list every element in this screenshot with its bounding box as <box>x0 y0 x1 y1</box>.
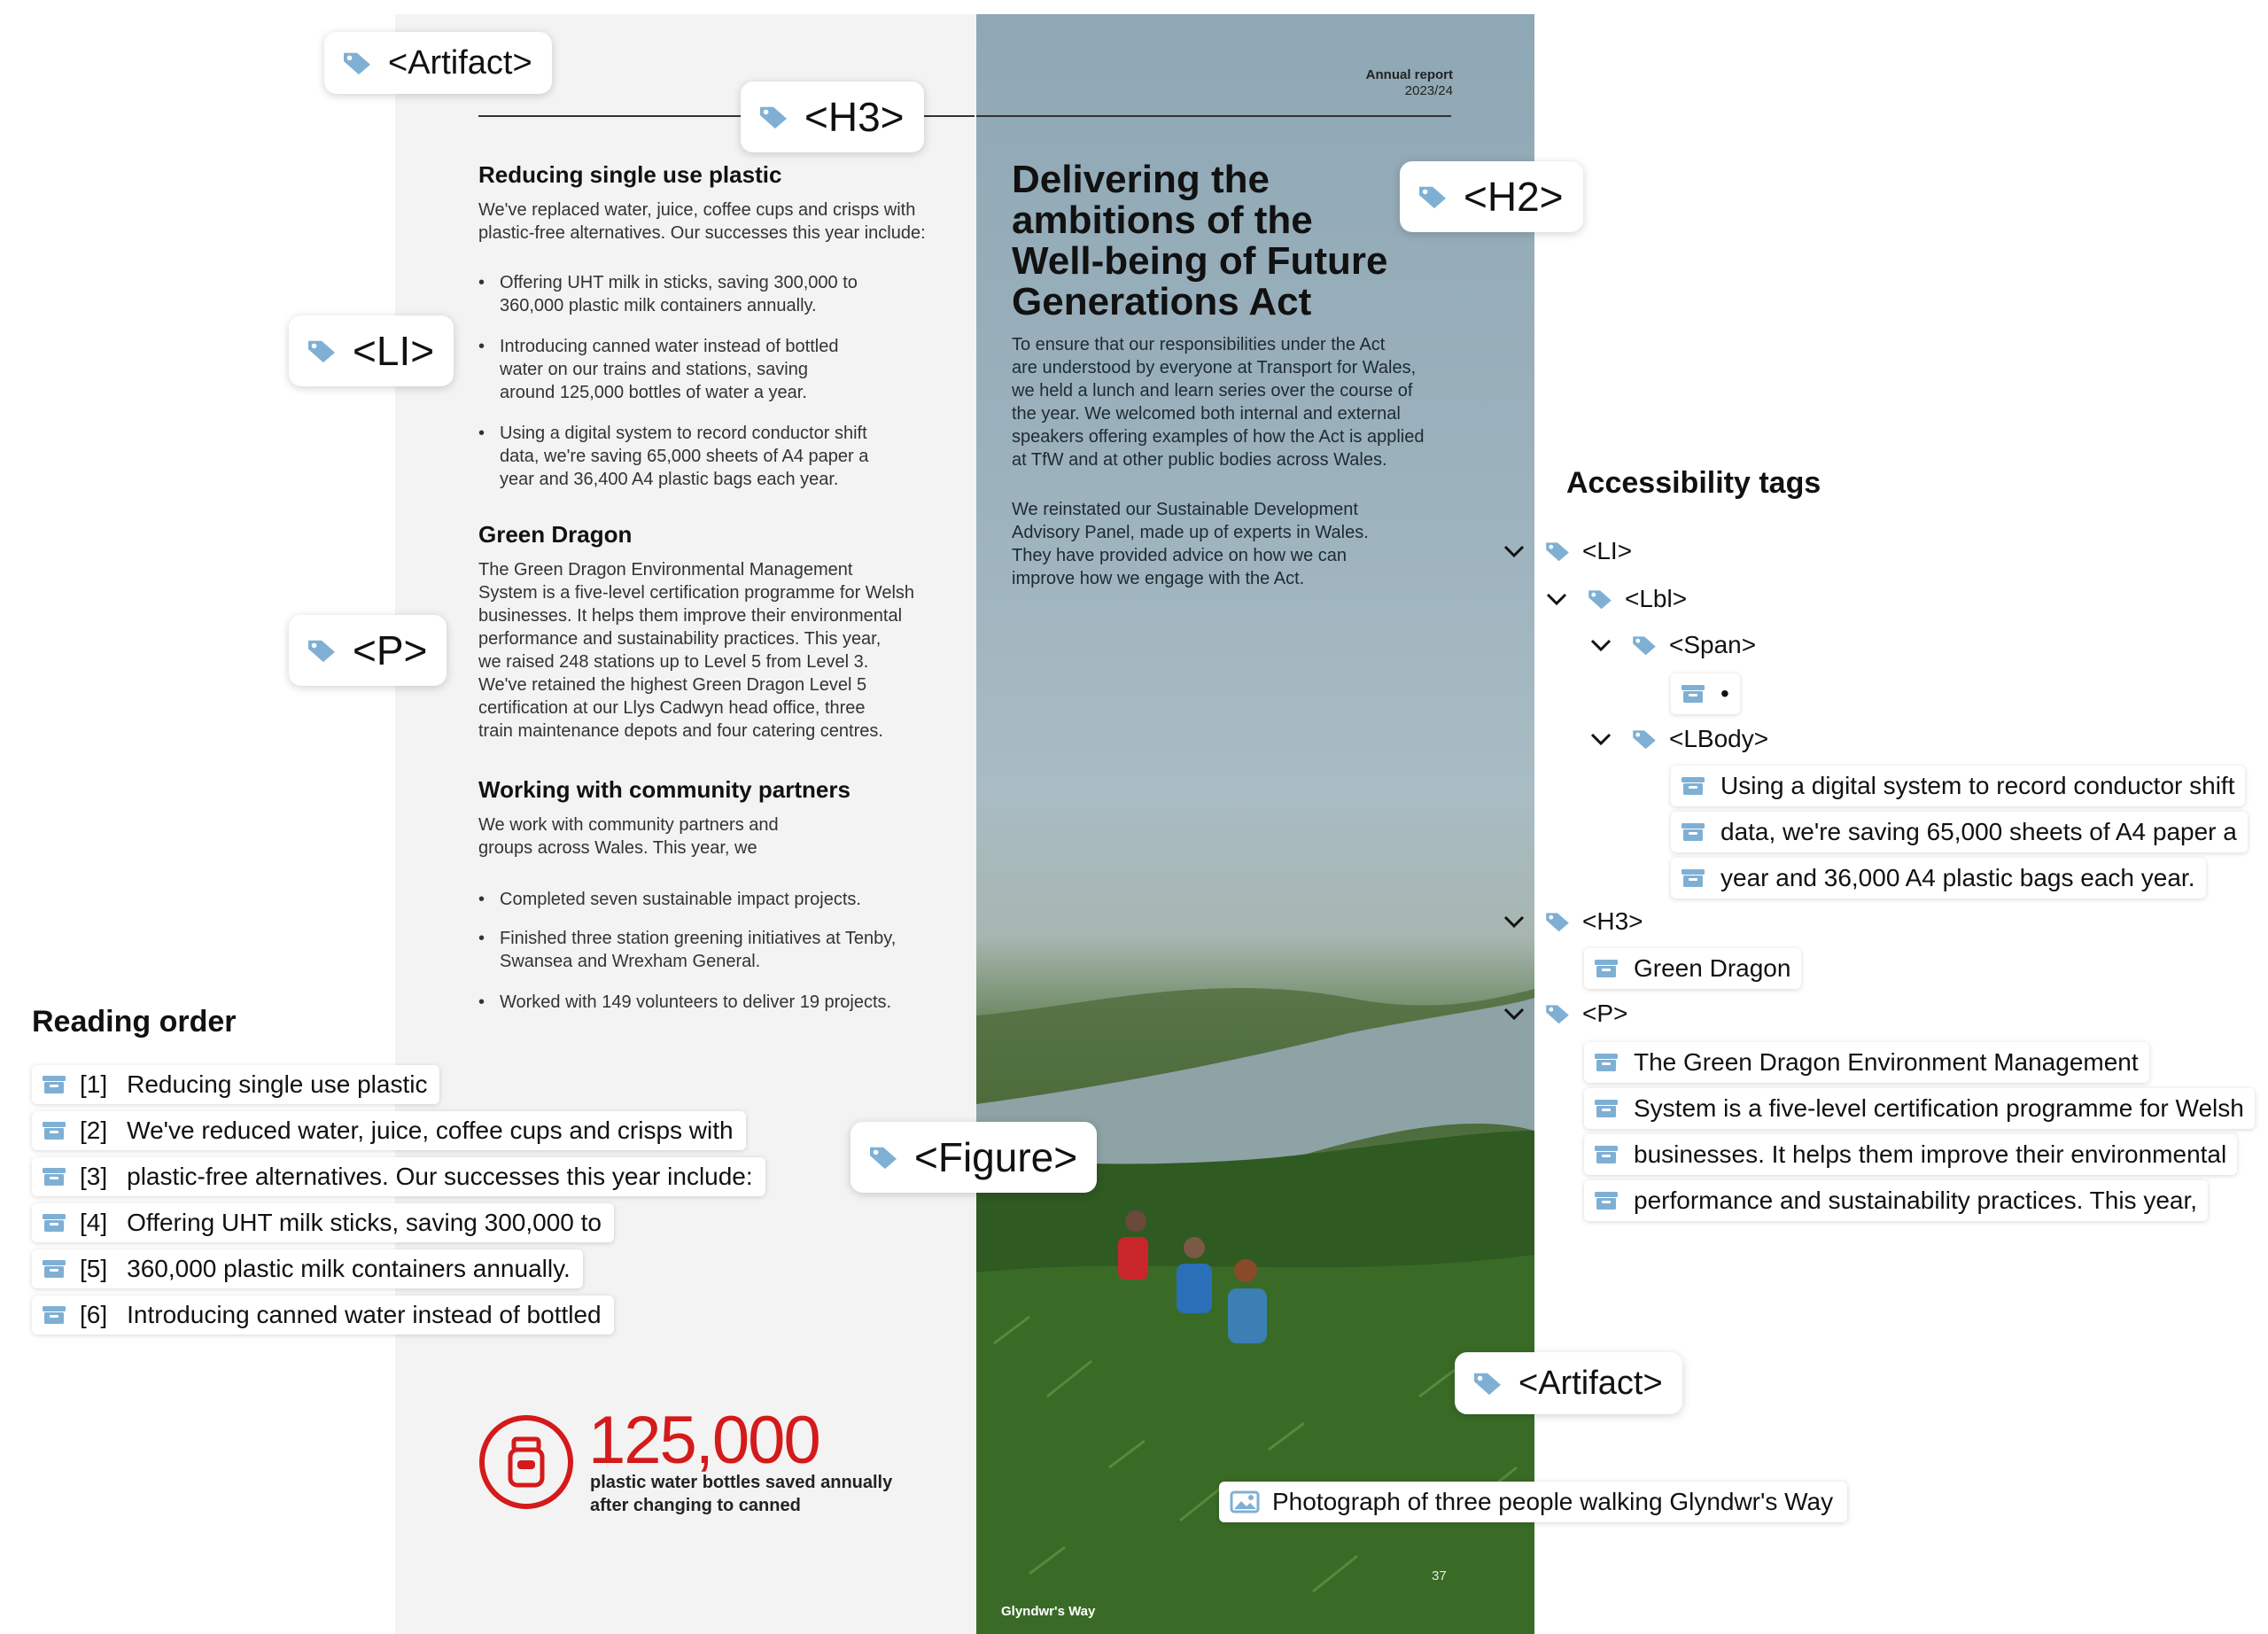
chevron-down-icon[interactable] <box>1589 636 1612 654</box>
tree-leaf-text[interactable]: year and 36,000 A4 plastic bags each year. <box>1671 858 2206 899</box>
reading-order-title: Reading order <box>32 1005 237 1039</box>
bottle-icon <box>477 1412 576 1512</box>
page-heading: Delivering the ambitions of the Well-being of Future Generations Act <box>1012 158 1388 323</box>
tree-node-li[interactable]: <LI> <box>1503 532 1632 571</box>
section-intro-community: We work with community partners and groups across Wales. This year, we <box>478 815 779 858</box>
content-icon <box>41 1258 67 1280</box>
tag-icon <box>340 50 374 76</box>
tag-icon <box>305 637 338 664</box>
right-paragraph-1: To ensure that our responsibilities under the Act are understood by everyone at Transport for Wales, we held a lunch and learn series over the course of the year. We welcomed both internal and external speakers offering examples of how the Act is applied at TfW and at other public bodies across Wales. <box>1012 335 1425 470</box>
section-body-green-dragon: The Green Dragon Environmental Management System is a five-level certification programme for Welsh businesses. It helps them improve their environmental performance and sustainability practices. This year, we raised 248 stations up to Level 5 from Level 3. We've retained the highest Green Dragon Level 5 certification at our Llys Cadwyn head office, three train maintenance depots and four catering centres. <box>478 560 915 741</box>
tag-icon <box>1471 1370 1504 1397</box>
reading-order-item[interactable]: [2] We've reduced water, juice, coffee cups and crisps with <box>32 1111 746 1150</box>
tag-icon <box>1586 587 1614 611</box>
chevron-down-icon[interactable] <box>1503 913 1526 930</box>
content-icon <box>1593 1052 1619 1073</box>
figure-alt-text-chip[interactable]: Photograph of three people walking Glyndwr's Way <box>1219 1482 1847 1522</box>
content-icon <box>41 1074 67 1095</box>
reading-order-item[interactable]: [3] plastic-free alternatives. Our successes this year include: <box>32 1157 765 1196</box>
content-icon <box>1593 1190 1619 1211</box>
list-item: • Introducing canned water instead of bottled water on our trains and stations, saving around 125,000 bottles of water a year. <box>478 337 839 402</box>
tree-leaf-text[interactable]: The Green Dragon Environment Management <box>1584 1042 2149 1083</box>
reading-order-item[interactable]: [5] 360,000 plastic milk containers annually. <box>32 1249 583 1288</box>
list-item: • Completed seven sustainable impact projects. <box>478 890 861 909</box>
content-icon <box>1680 683 1706 704</box>
figure-tag-chip[interactable]: <Figure> <box>850 1122 1097 1193</box>
p-tag-chip[interactable]: <P> <box>289 615 447 686</box>
tag-icon <box>1543 1002 1572 1025</box>
section-heading-plastic: Reducing single use plastic <box>478 161 782 188</box>
content-icon <box>1593 1144 1619 1165</box>
content-icon <box>41 1212 67 1233</box>
tree-node-h3[interactable]: <H3> <box>1503 902 1643 941</box>
right-paragraph-2: We reinstated our Sustainable Development Advisory Panel, made up of experts in Wales. They have provided advice on how we can improve how we engage with the Act. <box>1012 500 1369 588</box>
section-intro-plastic: We've replaced water, juice, coffee cups and crisps with plastic-free alternatives. Our successes this year include: <box>478 200 926 243</box>
tree-leaf-text[interactable]: data, we're saving 65,000 sheets of A4 paper a <box>1671 812 2248 852</box>
stat-caption: plastic water bottles saved annually after changing to canned <box>590 1473 893 1515</box>
annual-report-label: Annual report 2023/24 <box>1365 67 1453 98</box>
photo-caption: Glyndwr's Way <box>1001 1604 1096 1619</box>
reading-order-item[interactable]: [6] Introducing canned water instead of bottled <box>32 1296 614 1334</box>
h3-tag-chip[interactable]: <H3> <box>741 82 924 152</box>
stat-number: 125,000 <box>588 1403 819 1478</box>
image-icon <box>1230 1490 1260 1513</box>
content-icon <box>41 1120 67 1141</box>
chevron-down-icon[interactable] <box>1503 1005 1526 1023</box>
list-item: • Worked with 149 volunteers to deliver 19 projects. <box>478 992 892 1012</box>
tree-node-span[interactable]: <Span> <box>1589 626 1756 665</box>
tree-node-lbl[interactable]: <Lbl> <box>1545 580 1687 619</box>
list-item: • Using a digital system to record conductor shift data, we're saving 65,000 sheets of A4 paper a year and 36,400 A4 plastic bags each year. <box>478 424 869 489</box>
reading-order-item[interactable]: [1] Reducing single use plastic <box>32 1065 439 1104</box>
header-rule-right <box>976 115 1451 117</box>
tag-icon <box>757 104 790 130</box>
content-icon <box>1593 958 1619 979</box>
artifact-tag-chip[interactable]: <Artifact> <box>324 32 552 94</box>
list-item: • Finished three station greening initiatives at Tenby, Swansea and Wrexham General. <box>478 929 897 971</box>
section-heading-community: Working with community partners <box>478 776 850 803</box>
content-icon <box>1680 775 1706 797</box>
list-item: • Offering UHT milk in sticks, saving 300,000 to 360,000 plastic milk containers annually. <box>478 273 858 315</box>
content-icon <box>41 1166 67 1187</box>
accessibility-tags-title: Accessibility tags <box>1566 466 1821 500</box>
tag-icon <box>1416 183 1449 210</box>
tree-node-lbody[interactable]: <LBody> <box>1589 720 1768 759</box>
content-icon <box>41 1304 67 1326</box>
li-tag-chip[interactable]: <LI> <box>289 315 454 386</box>
tag-icon <box>866 1144 900 1171</box>
tree-leaf-text[interactable]: Green Dragon <box>1584 948 1801 989</box>
tree-node-p[interactable]: <P> <box>1503 994 1627 1033</box>
tag-icon <box>1543 910 1572 933</box>
content-icon <box>1680 821 1706 843</box>
artifact-tag-chip-bottom[interactable]: <Artifact> <box>1455 1352 1682 1414</box>
tree-leaf-text[interactable]: businesses. It helps them improve their environmental <box>1584 1134 2237 1175</box>
chevron-down-icon[interactable] <box>1589 730 1612 748</box>
tree-leaf-text[interactable]: Using a digital system to record conductor shift <box>1671 766 2245 806</box>
h2-tag-chip[interactable]: <H2> <box>1400 161 1583 232</box>
tag-icon <box>1630 728 1658 751</box>
tree-leaf-bullet[interactable]: • <box>1671 673 1740 714</box>
chevron-down-icon[interactable] <box>1545 590 1568 608</box>
reading-order-item[interactable]: [4] Offering UHT milk sticks, saving 300,000 to <box>32 1203 614 1242</box>
content-icon <box>1593 1098 1619 1119</box>
tag-icon <box>1630 634 1658 657</box>
tag-icon <box>1543 540 1572 563</box>
tag-icon <box>305 338 338 364</box>
tree-leaf-text[interactable]: System is a five-level certification programme for Welsh <box>1584 1088 2255 1129</box>
chevron-down-icon[interactable] <box>1503 542 1526 560</box>
page-number: 37 <box>1432 1568 1447 1583</box>
section-heading-green-dragon: Green Dragon <box>478 521 633 548</box>
tree-leaf-text[interactable]: performance and sustainability practices. This year, <box>1584 1180 2208 1221</box>
content-icon <box>1680 868 1706 889</box>
